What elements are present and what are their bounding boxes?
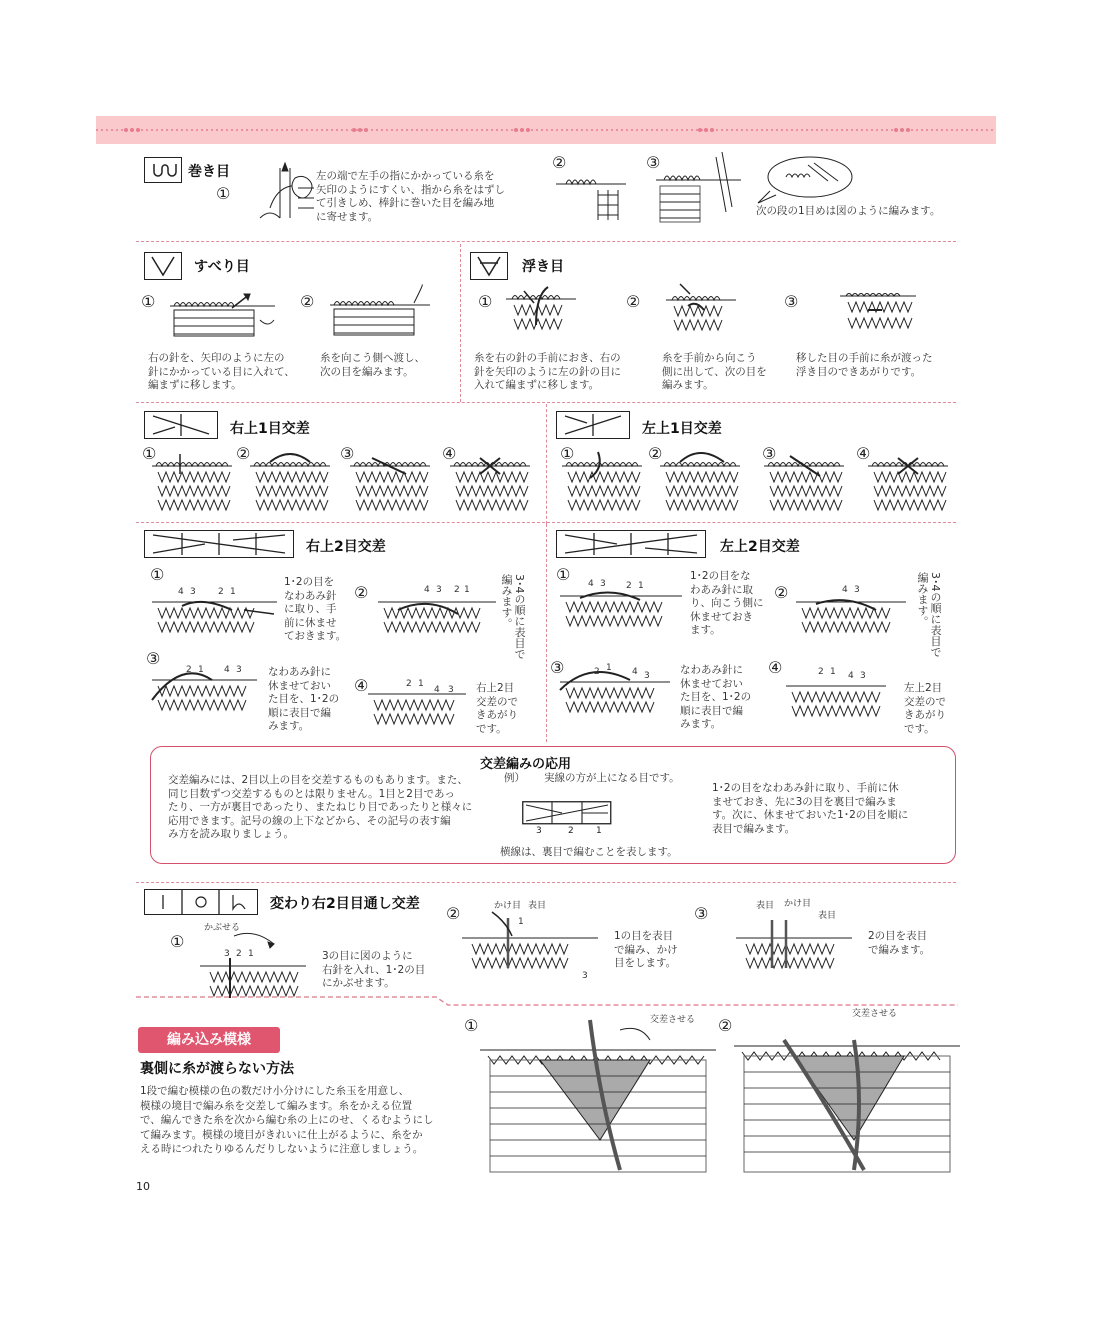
migiue2-illus-3: [152, 660, 262, 724]
hidariue2-symbol: [556, 530, 706, 558]
suberime-title: すべり目: [194, 259, 250, 275]
step-2: ②: [626, 292, 641, 311]
step-1: ①: [478, 292, 493, 311]
ukime-title: 浮き目: [522, 259, 564, 275]
makime-symbol: [144, 157, 182, 183]
oyo-title: 交差編みの応用: [480, 757, 572, 772]
step-4: ④: [442, 444, 457, 463]
stitch-number: 1: [464, 585, 470, 595]
kawari-illus-3: [736, 896, 856, 986]
oyo-example-label: 例）: [504, 772, 525, 784]
ukime-step3-desc: 移した目の手前に糸が渡った 浮き目のできあがりです。: [796, 352, 933, 378]
oyo-symbol: [522, 801, 612, 829]
kawari-step3-label: 表目: [818, 911, 837, 921]
stitch-number: 3: [536, 826, 542, 836]
divider: [136, 241, 956, 242]
oyo-desc: 交差編みには、2目以上の目を交差するものもあります。また、 同じ目数ずつ交差するものとは限りません。1目と2目であっ たり、一方が裏目であったり、またねじり目であったりと様々に 応用できます。記号の線の上下などから、その記号の表す編 み方を読み取りましょう。: [168, 774, 473, 840]
step-4: ④: [856, 444, 871, 463]
amikomi-illus-1: [480, 1020, 720, 1184]
stitch-number: 3: [436, 585, 442, 595]
ukime-illus-1: [506, 285, 578, 351]
stitch-number: 2: [818, 667, 824, 677]
kawari-step2-label: かけ目: [494, 901, 522, 911]
step-2: ②: [648, 444, 663, 463]
step-2: ②: [300, 292, 315, 311]
stitch-number: 3: [190, 587, 196, 597]
step-3: ③: [146, 649, 161, 668]
stitch-number: 2: [236, 949, 242, 959]
step-2: ②: [236, 444, 251, 463]
amikomi-badge-label: 編み込み模様: [167, 1032, 251, 1048]
kawari-step2-desc: 1の目を表目 で編み、かけ 目をします。: [614, 930, 678, 969]
cable1-illustrations: [140, 448, 960, 524]
stitch-number: 3: [854, 585, 860, 595]
kawari-illus-2: [462, 898, 602, 986]
makime-illus-2: [556, 170, 636, 229]
stitch-number: 1: [248, 949, 254, 959]
step-3: ③: [646, 153, 661, 172]
stitch-number: 1: [418, 679, 424, 689]
step-4: ④: [768, 658, 783, 677]
step-1: ①: [556, 565, 571, 584]
migiue2-illus-4: [368, 672, 468, 742]
step-3: ③: [550, 658, 565, 677]
migiue2-illus-1: [152, 582, 282, 646]
divider: [460, 244, 461, 402]
migiue1-title: 右上1目交差: [230, 421, 310, 437]
ukime-illus-3: [840, 290, 920, 349]
divider: [546, 524, 547, 742]
stitch-number: 4: [588, 579, 594, 589]
stitch-number: 3: [236, 665, 242, 675]
stitch-number: 2: [186, 665, 192, 675]
amikomi-badge: [138, 1027, 280, 1053]
hidariue2-step3-desc: なわあみ針に 休ませておい た目を、1･2の 順に表目で編 みます。: [680, 664, 752, 730]
stitch-number: 3: [860, 671, 866, 681]
suberime-symbol: [144, 252, 182, 280]
migiue2-step2-desc: 3･4の順に表目で編みます。: [500, 574, 526, 660]
step-3: ③: [694, 904, 709, 923]
step-4: ④: [354, 676, 369, 695]
hidariue2-illus-4: [786, 664, 890, 734]
divider: [136, 522, 956, 523]
stitch-number: 2: [626, 581, 632, 591]
suberime-illus-1: [170, 292, 280, 348]
amikomi-desc: 1段で編む模様の色の数だけ小分けにした糸玉を用意し、 模様の境目で編み糸を交差して編みます。糸をかえる位置 で、編んできた糸を次から編む糸の上にのせ、くるむようにし て編みます。模様の境目がきれいに仕上がるように、糸をか える時につれたりゆるんだりしないように注意しましょう。: [140, 1085, 434, 1156]
kawari-step2-label: 表目: [528, 901, 547, 911]
hidariue1-symbol: [556, 411, 630, 439]
stitch-number: 3: [582, 971, 588, 981]
amikomi-illus-2: [734, 1020, 964, 1184]
band-dotted-line: [96, 116, 996, 144]
stitch-number: 3: [448, 685, 454, 695]
migiue2-title: 右上2目交差: [306, 539, 386, 555]
kawari-step3-label: 表目: [756, 901, 775, 911]
ukime-step1-desc: 糸を右の針の手前におき、右の 針を矢印のように左の針の目に 入れて編まずに移します。: [474, 352, 621, 391]
stitch-number: 2: [594, 667, 600, 677]
makime-balloon: [758, 155, 853, 209]
hidariue2-illus-2: [796, 580, 908, 646]
step-2: ②: [552, 153, 567, 172]
oyo-example-note: 実線の方が上になる目です。: [544, 772, 680, 784]
migiue2-illus-2: [378, 580, 498, 646]
stitch-number: 1: [198, 665, 204, 675]
stitch-number: 1: [638, 581, 644, 591]
stitch-number: 4: [178, 587, 184, 597]
kawari-step1-label: かぶせる: [204, 923, 241, 933]
migiue1-symbol: [144, 411, 218, 439]
divider: [136, 402, 956, 403]
stitch-number: 4: [848, 671, 854, 681]
amikomi-label: 交差させる: [852, 1009, 898, 1019]
step-3: ③: [784, 292, 799, 311]
hidariue1-title: 左上1目交差: [642, 421, 722, 437]
amikomi-subtitle: 裏側に糸が渡らない方法: [140, 1061, 294, 1077]
step-3: ③: [340, 444, 355, 463]
makime-title: 巻き目: [188, 164, 230, 180]
oyo-example-caption: 横線は、裏目で編むことを表します。: [500, 846, 678, 858]
step-1: ①: [150, 565, 165, 584]
page-number: 10: [136, 1180, 150, 1193]
stitch-number: 4: [434, 685, 440, 695]
step-1: ①: [216, 184, 231, 203]
makime-step1-desc: 左の端で左手の指にかかっている糸を 矢印のようにすくい、指から糸をはずし て引きしめ、棒針に巻いた目を編み地 に寄せます。: [316, 170, 505, 223]
hidariue2-step4-desc: 左上2目 交差ので きあがり です。: [904, 682, 946, 735]
suberime-illus-2: [330, 285, 435, 349]
stitch-number: 1: [606, 663, 612, 673]
hidariue2-illus-3: [560, 660, 672, 726]
stitch-number: 1: [596, 826, 602, 836]
ukime-step2-desc: 糸を手前から向こう 側に出して、次の目を 編みます。: [662, 352, 767, 391]
hidariue2-step2-desc: 3･4の順に表目で編みます。: [916, 572, 942, 658]
stitch-number: 2: [406, 679, 412, 689]
ukime-symbol: [470, 252, 508, 280]
makime-illus-3: [656, 152, 746, 231]
kawari-step3-desc: 2の目を表目 で編みます。: [868, 930, 931, 956]
step-1: ①: [170, 932, 185, 951]
stitch-number: 2: [454, 585, 460, 595]
step-2: ②: [354, 583, 369, 602]
step-2: ②: [718, 1016, 733, 1035]
stitch-number: 2: [218, 587, 224, 597]
step-1: ①: [464, 1016, 479, 1035]
hidariue2-illus-1: [560, 574, 686, 642]
step-1: ①: [142, 444, 157, 463]
suberime-step2-desc: 糸を向こう側へ渡し、 次の目を編みます。: [320, 352, 425, 378]
stitch-number: 1: [518, 917, 524, 927]
stitch-number: 1: [230, 587, 236, 597]
stitch-number: 4: [632, 667, 638, 677]
hidariue2-title: 左上2目交差: [720, 539, 800, 555]
makime-step3-note: 次の段の1目めは図のように編みます。: [756, 205, 941, 217]
step-1: ①: [560, 444, 575, 463]
migiue2-symbol: [144, 530, 294, 558]
stitch-number: 3: [600, 579, 606, 589]
migiue2-step4-desc: 右上2目 交差ので きあがり です。: [476, 682, 518, 735]
step-1: ①: [141, 292, 156, 311]
stitch-number: 3: [644, 671, 650, 681]
stitch-number: 4: [842, 585, 848, 595]
amikomi-label: 交差させる: [650, 1015, 696, 1025]
step-2: ②: [446, 904, 461, 923]
stitch-number: 3: [224, 949, 230, 959]
kawari-symbol: [144, 889, 258, 915]
kawari-step3-label: かけ目: [784, 899, 812, 909]
divider: [136, 882, 956, 883]
stitch-number: 1: [830, 667, 836, 677]
migiue2-step3-desc: なわあみ針に 休ませておい た目を、1･2の 順に表目で編 みます。: [268, 666, 340, 732]
stitch-number: 2: [568, 826, 574, 836]
header-band: [96, 116, 996, 144]
oyo-right-desc: 1･2の目をなわあみ針に取り、手前に休 ませておき、先に3の目を裏目で編みま す。次に、休ませておいた1･2の目を順に 表目で編みます。: [712, 782, 909, 835]
kawari-step1-desc: 3の目に図のように 右針を入れ、1･2の目 にかぶせます。: [322, 950, 426, 989]
divider: [136, 994, 958, 1013]
hidariue2-step1-desc: 1･2の目をな わあみ針に取 り、向こう側に 休ませておき ます。: [690, 570, 764, 636]
step-3: ③: [762, 444, 777, 463]
kawari-title: 変わり右2目目通し交差: [270, 896, 420, 912]
stitch-number: 4: [224, 665, 230, 675]
stitch-number: 4: [424, 585, 430, 595]
migiue2-step1-desc: 1･2の目を なわあみ針 に取り、手 前に休ませ ておきます。: [284, 576, 347, 642]
step-2: ②: [774, 583, 789, 602]
suberime-step1-desc: 右の針を、矢印のように左の 針にかかっている目に入れて、 編まずに移します。: [148, 352, 295, 391]
ukime-illus-2: [666, 282, 738, 348]
